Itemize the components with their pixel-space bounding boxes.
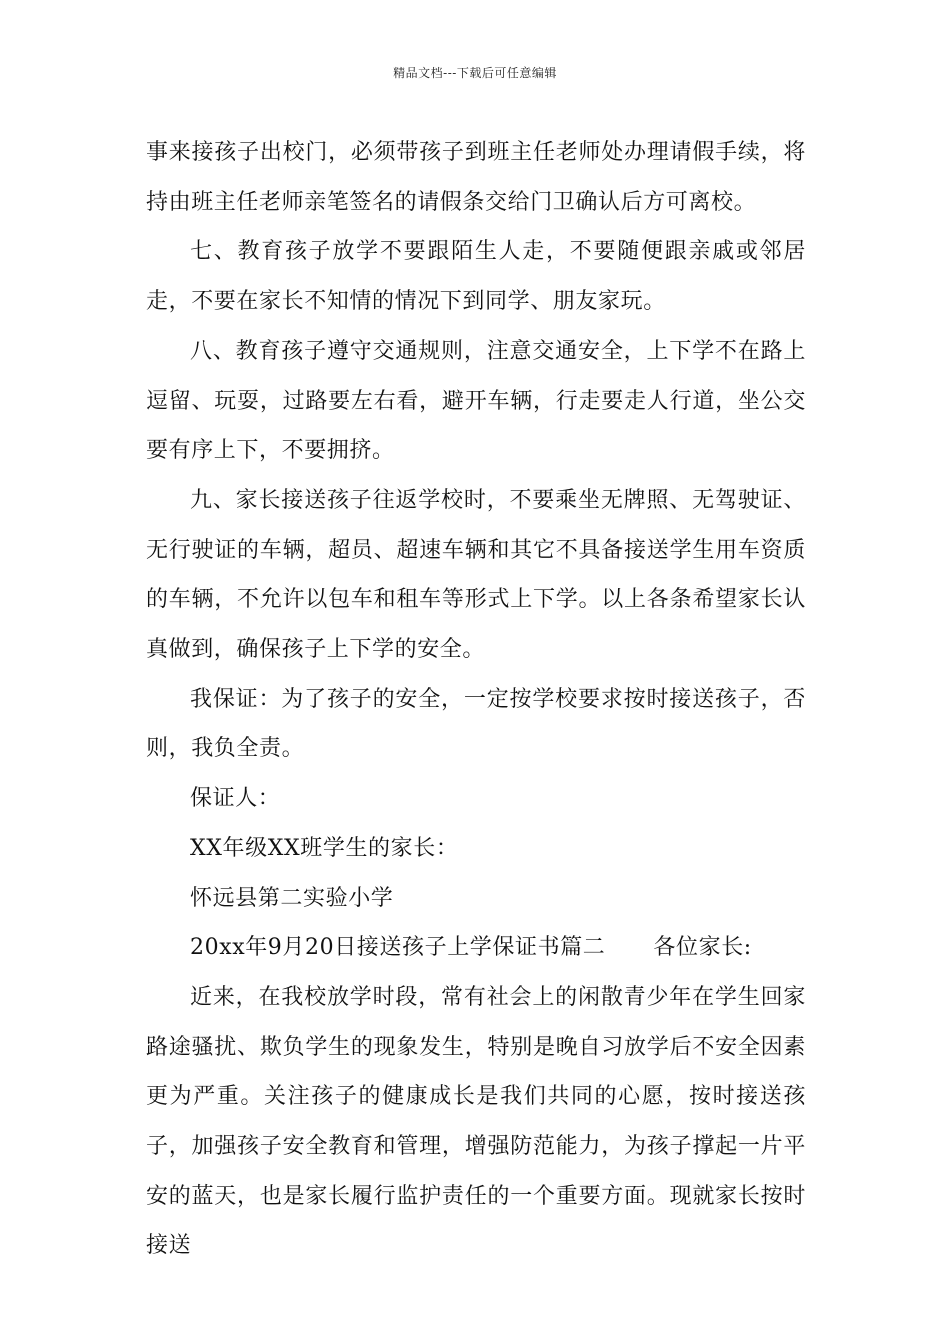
parent-class-line: XX年级XX班学生的家长： — [190, 835, 459, 861]
document-body — [146, 128, 806, 1271]
paragraph-intro: 近来，在我校放学时段，常有社会上的闲散青少年在学生回家路途骚扰、欺负学生的现象发生，特别是晚自习放学后不安全因素更为严重。关注孩子的健康成长是我们共同的心愿，按时接送孩子，加强孩子安全教育和管理，增强防范能力，为孩子撑起一片平安的蓝天，也是家长履行监护责任的一个重要方面。现就家长按时接送 — [146, 984, 806, 1259]
paragraph-item-9: 九、家长接送孩子往返学校时，不要乘坐无牌照、无驾驶证、无行驶证的车辆，超员、超速车辆和其它不具备接送学生用车资质的车辆，不允许以包车和租车等形式上下学。以上各条希望家长认真做到，确保孩子上下学的安全。 — [146, 487, 806, 663]
page-header: 精品文档---下载后可任意编辑 — [393, 66, 557, 80]
salutation: 各位家长: — [653, 935, 752, 961]
paragraph-continuation: 事来接孩子出校门，必须带孩子到班主任老师处办理请假手续，将持由班主任老师亲笔签名的请假条交给门卫确认后方可离校。 — [146, 140, 806, 215]
date-and-title-line — [146, 923, 806, 973]
paragraph-item-7: 七、教育孩子放学不要跟陌生人走，不要随便跟亲戚或邻居走，不要在家长不知情的情况下到同学、朋友家玩。 — [146, 239, 806, 315]
paragraph-pledge: 我保证：为了孩子的安全，一定按学校要求按时接送孩子，否则，我负全责。 — [146, 686, 806, 762]
guarantor-line: 保证人： — [190, 786, 281, 812]
date-title: 20xx年9月20日接送孩子上学保证书篇二 — [190, 935, 606, 961]
school-name: 怀远县第二实验小学 — [190, 885, 394, 911]
paragraph-item-8: 八、教育孩子遵守交通规则，注意交通安全，上下学不在路上逗留、玩耍，过路要左右看，避开车辆，行走要走人行道，坐公交要有序上下，不要拥挤。 — [146, 338, 806, 464]
